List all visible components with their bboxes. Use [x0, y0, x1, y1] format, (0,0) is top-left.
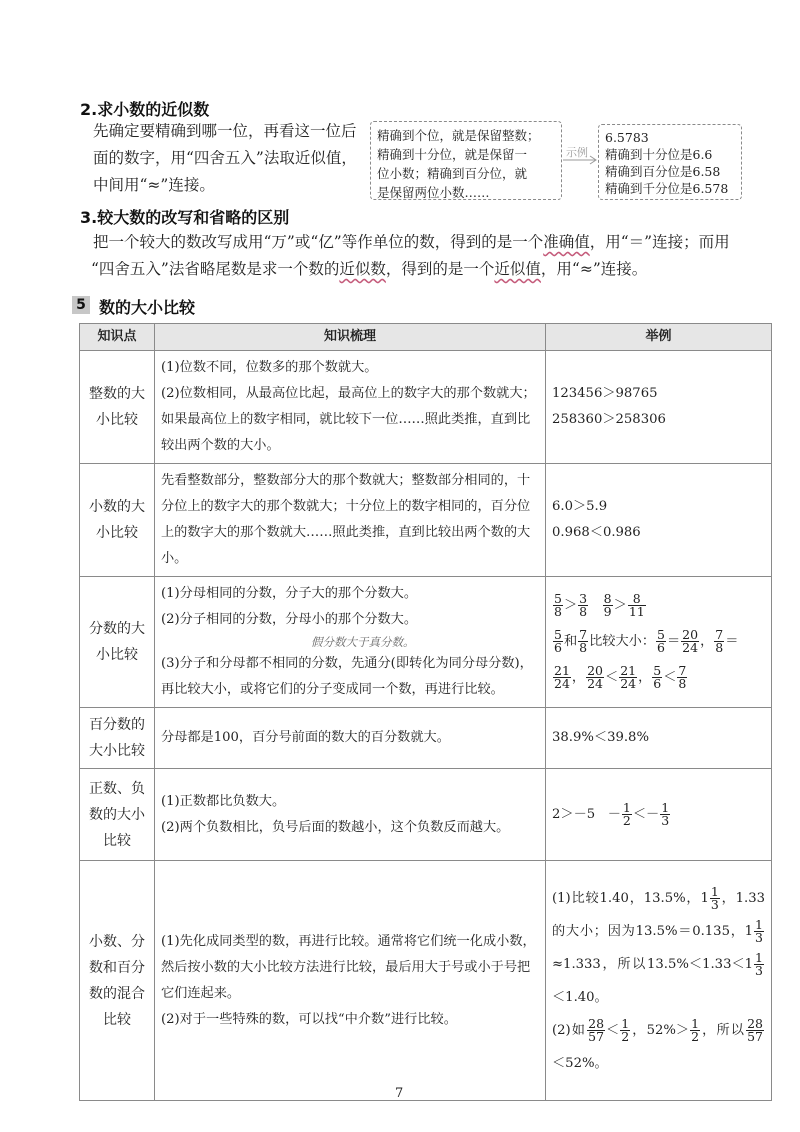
numerator: 5	[653, 663, 662, 678]
denominator: 9	[603, 604, 612, 619]
symbol: ＞	[563, 598, 578, 613]
desc-line: (1)先化成同类型的数，再进行比较。通常将它们统一化成小数，然后按小数的大小比较方法进行比较，最后用大于号或小于号把它们连起来。	[161, 933, 536, 1001]
row-category: 分数的大小比较	[80, 577, 155, 708]
table-row	[80, 861, 772, 1101]
symbol: ＞	[613, 598, 627, 613]
text-span: ，用“＝”连接；而用	[589, 233, 730, 251]
numerator: 28	[747, 1015, 764, 1031]
numerator: 5	[657, 627, 665, 642]
denominator: 6	[657, 640, 665, 655]
table-row	[80, 464, 772, 577]
header-cell: 知识梳理	[155, 324, 546, 351]
rule-box	[370, 121, 562, 200]
numerator: 28	[588, 1015, 605, 1031]
numerator: 1	[710, 883, 719, 899]
desc-line: (1)位数不同，位数多的那个数就大。	[161, 360, 378, 375]
example-box	[598, 124, 742, 200]
numerator: 21	[554, 663, 570, 678]
table-row	[80, 577, 772, 708]
fraction	[656, 629, 666, 654]
text-span: ≈1.333，所以13.5%＜1.33＜1	[552, 956, 754, 972]
section-3-line-2	[91, 256, 783, 283]
text-span: ，用“≈”连接。	[540, 260, 648, 278]
rule-box-line: 是保留两位小数……	[377, 185, 490, 200]
desc-line: (1)正数都比负数大。	[161, 793, 286, 809]
text-span: 2＞－5	[552, 806, 596, 822]
desc-line: (2)对于一些特殊的数，可以找“中介数”进行比较。	[161, 1011, 457, 1027]
symbol: ＝	[666, 634, 681, 649]
example-box-line: 精确到十分位是6.6	[605, 147, 713, 162]
denominator: 3	[710, 896, 719, 912]
denominator: 8	[715, 640, 724, 655]
fraction	[553, 665, 571, 690]
denominator: 24	[682, 640, 699, 655]
fraction	[619, 665, 637, 690]
example-line: 258360＞258306	[552, 412, 666, 427]
comparison-table	[79, 323, 772, 1101]
numerator: 1	[621, 1015, 630, 1031]
denominator: 3	[755, 962, 763, 978]
example-box-line: 精确到百分位是6.58	[605, 164, 721, 179]
fraction	[587, 1015, 605, 1044]
row-category: 正数、负数的大小比较	[80, 769, 155, 861]
text-span: 把一个较大的数改写成用“万”或“亿”等作单位的数，得到的是一个	[93, 233, 544, 251]
row-example	[546, 464, 772, 577]
fraction	[553, 629, 563, 654]
denominator: 8	[579, 604, 588, 619]
section-3-line-1	[93, 229, 783, 256]
table-header-row	[80, 324, 772, 351]
row-description	[155, 769, 546, 861]
fraction	[652, 665, 662, 690]
denominator: 24	[554, 676, 570, 691]
fraction	[622, 799, 632, 828]
text-span: 和	[563, 634, 578, 649]
fraction	[603, 593, 613, 618]
example-line	[552, 588, 765, 624]
fraction	[628, 593, 646, 618]
rule-box-line: 位小数；精确到百分位，就	[377, 166, 528, 181]
row-category: 小数的大小比较	[80, 464, 155, 577]
fraction	[660, 799, 670, 828]
denominator: 2	[621, 1028, 630, 1044]
example-line	[552, 624, 765, 660]
fraction	[754, 916, 764, 945]
example-line: 0.968＜0.986	[552, 525, 641, 540]
denominator: 57	[747, 1028, 764, 1044]
text-span: ＜52%。	[552, 1055, 608, 1071]
desc-line: (1)分母相同的分数，分子大的那个分数大。	[161, 586, 418, 601]
row-description	[155, 577, 546, 708]
section-5-badge: 5	[72, 296, 90, 314]
denominator: 24	[587, 676, 603, 691]
text-span: ，52%＞	[631, 1022, 690, 1038]
fraction	[690, 1015, 700, 1044]
header-cell: 举例	[546, 324, 772, 351]
example-box-line: 精确到千分位是6.578	[605, 181, 729, 196]
desc-line: (2)分子相同的分数，分母小的那个分数大。	[161, 612, 418, 627]
row-description: 分母都是100，百分号前面的数大的百分数就大。	[155, 708, 546, 769]
denominator: 2	[691, 1028, 700, 1044]
fraction	[586, 665, 604, 690]
rule-box-line: 精确到个位，就是保留整数；	[377, 128, 540, 143]
denominator: 8	[554, 604, 562, 619]
numerator: 7	[715, 627, 724, 642]
row-description	[155, 861, 546, 1101]
numerator: 5	[554, 591, 562, 606]
denominator: 24	[620, 676, 637, 691]
fraction	[710, 883, 720, 912]
text-span: 比较大小：	[589, 634, 656, 649]
symbol: ＝	[725, 634, 739, 649]
section-2-line: 先确定要精确到哪一位，再看这一位后	[93, 122, 357, 140]
note-improper-fraction: 假分数大于真分数。	[311, 635, 415, 649]
denominator: 3	[661, 812, 670, 828]
header-cell: 知识点	[80, 324, 155, 351]
numerator: 8	[628, 593, 646, 606]
numerator: 1	[691, 1015, 700, 1031]
table-row	[80, 351, 772, 464]
denominator: 11	[628, 604, 645, 619]
numerator: 21	[620, 663, 637, 678]
denominator: 8	[678, 676, 687, 691]
numerator: 20	[587, 663, 603, 678]
section-2-text	[93, 118, 368, 199]
row-example	[546, 351, 772, 464]
denominator: 3	[755, 929, 763, 945]
example-line: 6.0＞5.9	[552, 499, 608, 514]
text-span: ，	[700, 634, 714, 649]
text-span: (2)如	[552, 1022, 587, 1038]
fraction	[681, 629, 699, 654]
denominator: 57	[588, 1028, 605, 1044]
text-span: (1)比较1.40，13.5%，1	[552, 890, 709, 906]
text-span: ，1.33的大小；因为13.5%＝0.135，1	[552, 890, 765, 939]
row-example	[546, 577, 772, 708]
row-example	[546, 861, 772, 1101]
fraction	[553, 593, 563, 618]
section-2-line: 中间用“≈”连接。	[93, 176, 215, 194]
numerator: 20	[682, 627, 699, 642]
table-row	[80, 769, 772, 861]
numerator: 5	[554, 627, 562, 642]
numerator: 1	[755, 916, 763, 932]
example-line: 123456＞98765	[552, 386, 658, 401]
fraction	[578, 629, 588, 654]
fraction	[578, 593, 588, 618]
row-description: 先看整数部分，整数部分大的那个数就大；整数部分相同的，十分位上的数字大的那个数就大；十分位上的数字相同的，百分位上的数字大的那个数就大……照此类推，直到比较出两个数的大小。	[155, 464, 546, 577]
page-number: 7	[395, 1086, 404, 1101]
denominator: 8	[579, 640, 588, 655]
text-span: ，所以	[701, 1022, 746, 1038]
text-span: ，得到的是一个	[385, 260, 495, 278]
fraction	[746, 1015, 764, 1044]
section-2-line: 面的数字，用“四舍五入”法取近似值，	[93, 149, 357, 167]
row-category: 百分数的大小比较	[80, 708, 155, 769]
desc-line: (2)两个负数相比，负号后面的数越小，这个负数反而越大。	[161, 819, 510, 835]
row-category: 小数、分数和百分数的混合比较	[80, 861, 155, 1101]
symbol: ＜	[605, 670, 619, 685]
numerator: 1	[661, 799, 670, 815]
row-description	[155, 351, 546, 464]
row-example: 38.9%＜39.8%	[546, 708, 772, 769]
numerator: 7	[579, 627, 588, 642]
text-span: “四舍五入”法省略尾数是求一个数的	[91, 260, 340, 278]
denominator: 2	[622, 812, 631, 828]
numerator: 1	[755, 949, 763, 965]
highlight-accurate: 准确值	[543, 233, 590, 251]
numerator: 8	[603, 591, 612, 606]
fraction	[754, 949, 764, 978]
rule-box-line: 精确到十分位，就是保留一	[377, 147, 528, 162]
highlight-approx-number: 近似数	[339, 260, 386, 278]
text-span: ＜1.40。	[552, 989, 608, 1005]
numerator: 3	[579, 591, 588, 606]
fraction	[714, 629, 724, 654]
fraction	[677, 665, 687, 690]
symbol: ＜	[606, 1022, 620, 1038]
highlight-approx-value: 近似值	[494, 260, 541, 278]
table-row	[80, 708, 772, 769]
symbol: ＜	[663, 670, 677, 685]
example-box-line: 6.5783	[605, 130, 649, 145]
section-3-text	[93, 229, 783, 283]
fraction	[620, 1015, 630, 1044]
numerator: 7	[678, 663, 687, 678]
denominator: 6	[554, 640, 562, 655]
symbol: －	[607, 806, 621, 822]
section-5-title: 数的大小比较	[99, 298, 196, 317]
example-label: 示例	[566, 146, 588, 159]
section-2-title: 2.求小数的近似数	[80, 100, 210, 119]
section-3-title: 3.较大数的改写和省略的区别	[80, 208, 290, 227]
symbol: ＜－	[632, 806, 660, 822]
numerator: 1	[622, 799, 631, 815]
denominator: 6	[653, 676, 662, 691]
example-line: $\frac{21}{24}$ ， $\frac{20}{24}$ ＜ $\frac{21}{24}$ ， $\frac{5}{6}$ ＜ $\frac{7}{8}$	[554, 663, 687, 691]
desc-line: (3)分子和分母都不相同的分数，先通分(即转化为同分母分数)，再比较大小，或将它们的分子变成同一个数，再进行比较。	[161, 656, 533, 697]
desc-line: (2)位数相同，从最高位比起，最高位上的数字大的那个数就大；如果最高位上的数字相同，就比较下一位……照此类推，直到比较出两个数的大小。	[161, 386, 536, 453]
row-example	[546, 769, 772, 861]
row-category: 整数的大小比较	[80, 351, 155, 464]
